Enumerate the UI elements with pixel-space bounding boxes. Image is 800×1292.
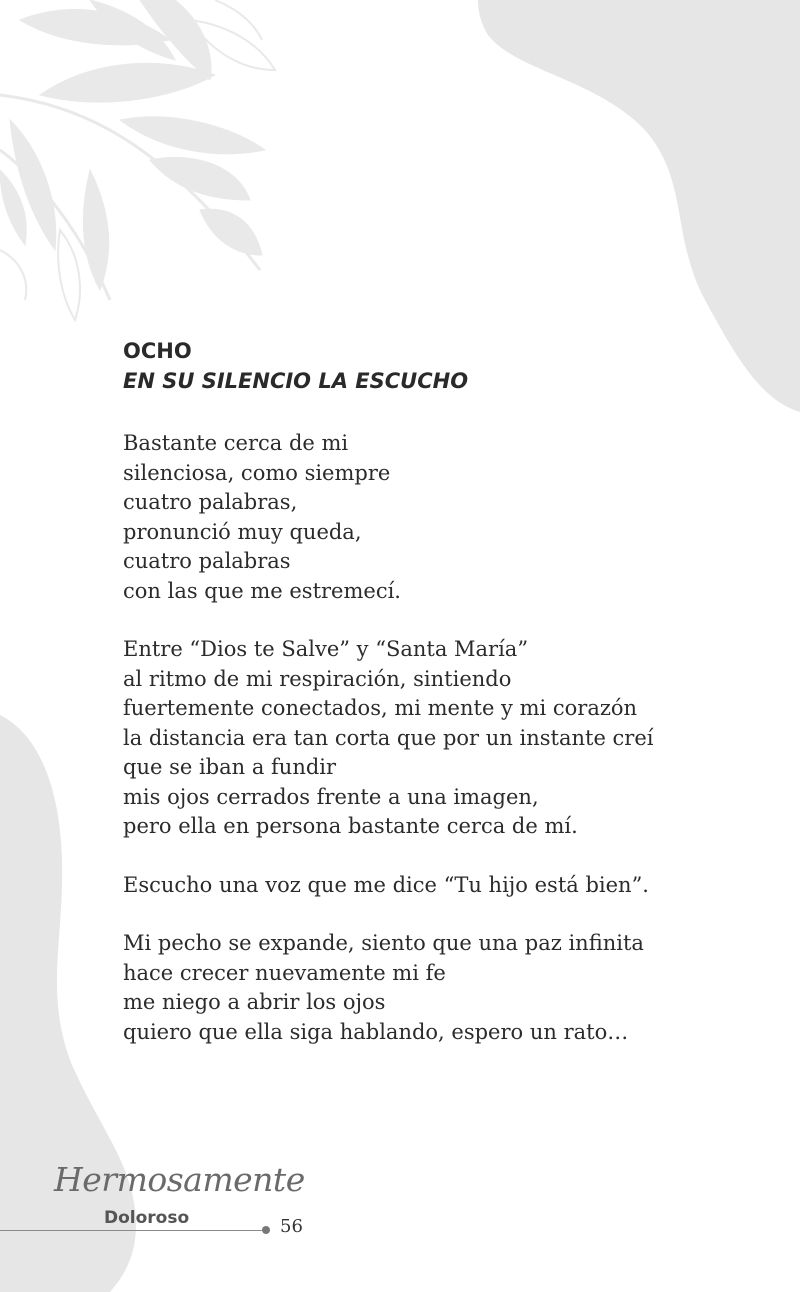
poem-line: Bastante cerca de mi (123, 431, 349, 455)
poem-line: Escucho una voz que me dice “Tu hijo está bien”. (123, 872, 649, 897)
poem-line: fuertemente conectados, mi mente y mi corazón (123, 696, 638, 720)
poem-line: quiero que ella siga hablando, espero un rato… (123, 1019, 629, 1044)
poem-line: pronunció muy queda, (123, 519, 362, 544)
left-blob-shape (0, 715, 136, 1292)
poem-line: pero ella en persona bastante cerca de mí. (123, 814, 578, 838)
chapter-number: OCHO (123, 339, 192, 363)
poem-title: EN SU SILENCIO LA ESCUCHO (123, 369, 469, 393)
poem-line: mis ojos cerrados frente a una imagen, (123, 784, 539, 809)
poem-line: cuatro palabras (123, 549, 291, 573)
stanza (123, 429, 723, 606)
brand-script-logo: Hermosamente (54, 1160, 305, 1199)
footer-rule (0, 1230, 262, 1231)
poem-content (123, 336, 723, 1076)
poem-line: silenciosa, como siempre (123, 460, 391, 485)
stanza (123, 635, 723, 842)
poem-line: que se iban a fundir (123, 755, 337, 779)
poem-line: Entre “Dios te Salve” y “Santa María” (123, 637, 529, 661)
footer-dot (262, 1226, 270, 1234)
poem-line: hace crecer nuevamente mi fe (123, 960, 446, 985)
poem-line: me niego a abrir los ojos (123, 990, 386, 1014)
poem-line: al ritmo de mi respiración, sintiendo (123, 666, 512, 691)
poem-line: con las que me estremecí. (123, 578, 401, 603)
stanza (123, 871, 723, 901)
brand-subtitle: Doloroso (104, 1208, 190, 1228)
poem-body (123, 429, 723, 1047)
leaf-branch-decoration (0, 0, 275, 320)
poem-line: la distancia era tan corta que por un instante creí (123, 725, 654, 750)
poem-line: cuatro palabras, (123, 490, 298, 514)
poem-line: Mi pecho se expande, siento que una paz infinita (123, 931, 644, 955)
page-number: 56 (280, 1216, 303, 1237)
stanza (123, 929, 723, 1047)
